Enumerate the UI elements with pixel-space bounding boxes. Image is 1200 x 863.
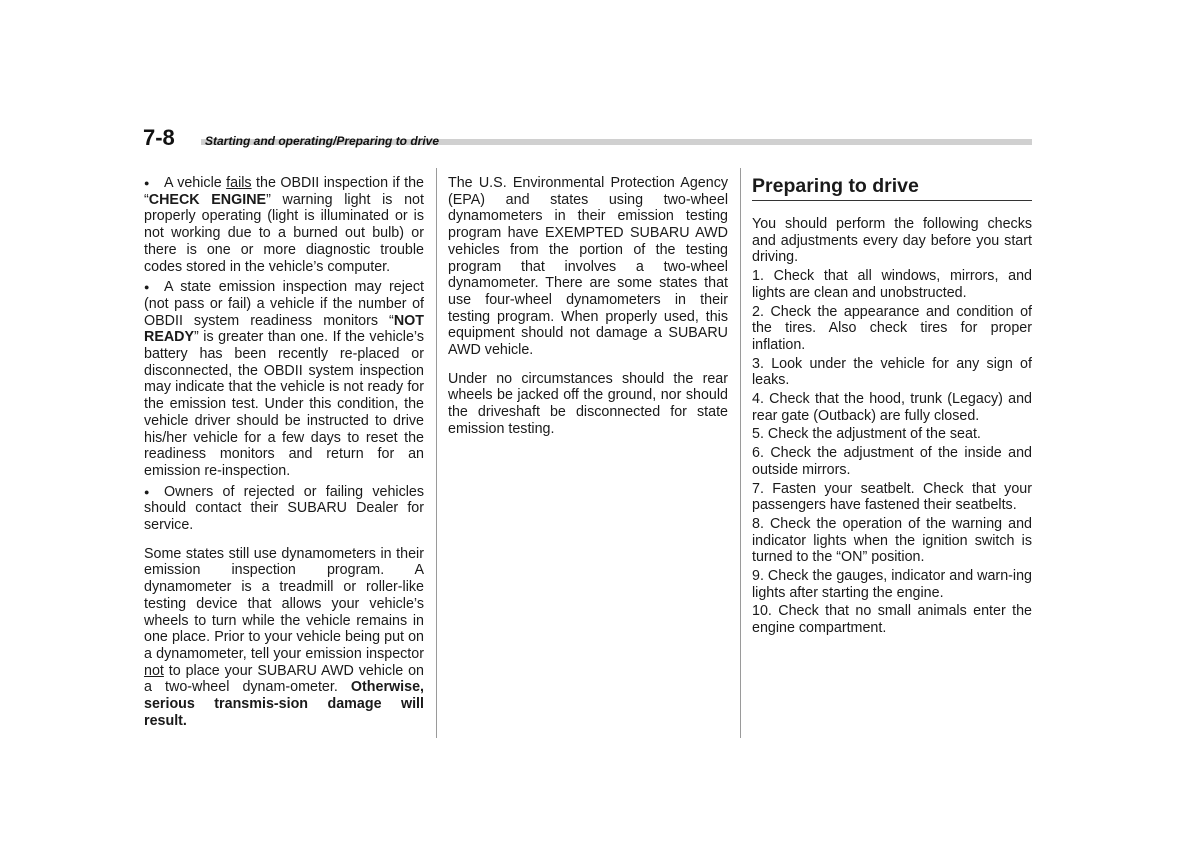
check-item-3: 3. Look under the vehicle for any sign of leaks.	[752, 355, 1032, 389]
check-item-8: 8. Check the operation of the warning and indicator lights when the ignition switch is turned to the “ON” position.	[752, 515, 1032, 566]
bullet-dot: ●	[144, 486, 150, 497]
paragraph-epa: The U.S. Environmental Protection Agency (EPA) and states using two-wheel dynamometers in their emission testing program have EXEMPTED SUBARU AWD vehicles from the portion of the testing program that involves a two-wheel dynamometer. There are some states that use four-wheel dynamometers in their testing program. When properly used, this equipment should not damage a SUBARU AWD vehicle.	[448, 175, 728, 359]
paragraph-no-jacking: Under no circumstances should the rear wheels be jacked off the ground, nor should the driveshaft be disconnected for state emission testing.	[448, 370, 728, 437]
section-heading: Preparing to drive	[752, 175, 1032, 201]
intro-paragraph: You should perform the following checks and adjustments every day before you start driving.	[752, 216, 1032, 266]
page-header	[143, 124, 1032, 154]
bullet-check-engine: ● A vehicle fails the OBDII inspection if the “CHECK ENGINE” warning light is not properly operating (light is illuminated or is not working due to a burned out bulb) or there is one or more diagnostic trouble codes stored in the vehicle’s computer.	[144, 175, 424, 275]
check-item-10: 10. Check that no small animals enter the engine compartment.	[752, 603, 1032, 637]
check-item-1: 1. Check that all windows, mirrors, and lights are clean and unobstructed.	[752, 268, 1032, 301]
check-item-6: 6. Check the adjustment of the inside and outside mirrors.	[752, 445, 1032, 478]
check-item-9: 9. Check the gauges, indicator and warn-ing lights after starting the engine.	[752, 568, 1032, 601]
page-number: 7-8	[143, 125, 175, 150]
check-item-5: 5. Check the adjustment of the seat.	[752, 426, 981, 443]
check-item-4: 4. Check that the hood, trunk (Legacy) and rear gate (Outback) are fully closed.	[752, 391, 1032, 424]
column-divider-2	[740, 168, 741, 738]
column-3	[752, 175, 1032, 637]
column-2	[448, 175, 728, 438]
paragraph-dynamometers: Some states still use dynamometers in their emission inspection program. A dynamometer is a treadmill or roller-like testing device that allows your vehicle’s wheels to turn while the vehicle remains in one place. Prior to your vehicle being put on a dynamometer, tell your emission inspector not to place your SUBARU AWD vehicle on a two-wheel dynam-ometer. Otherwise, serious transmis-sion damage will result.	[144, 545, 424, 729]
bullet-readiness-monitors: ● A state emission inspection may reject (not pass or fail) a vehicle if the number of OBDII system readiness monitors “NOT READY” is greater than one. If the vehicle’s battery has been recently re-placed or disconnected, the OBDII system inspection may indicate that the vehicle is not ready for the emission test. Under this condition, the vehicle driver should be instructed to drive his/her vehicle for a few days to reset the readiness monitors and return for an emission re-inspection.	[144, 279, 424, 479]
section-title: Starting and operating/Preparing to drive	[205, 134, 440, 148]
column-1	[144, 175, 424, 730]
bullet-dot: ●	[144, 178, 150, 188]
bullet-dot: ●	[144, 282, 150, 293]
check-item-7: 7. Fasten your seatbelt. Check that your passengers have fastened their seatbelts.	[752, 480, 1032, 514]
column-divider-1	[436, 168, 437, 738]
check-item-2: 2. Check the appearance and condition of the tires. Also check tires for proper inflation.	[752, 303, 1032, 353]
bullet-owners-rejected: ● Owners of rejected or failing vehicles should contact their SUBARU Dealer for service.	[144, 483, 424, 534]
